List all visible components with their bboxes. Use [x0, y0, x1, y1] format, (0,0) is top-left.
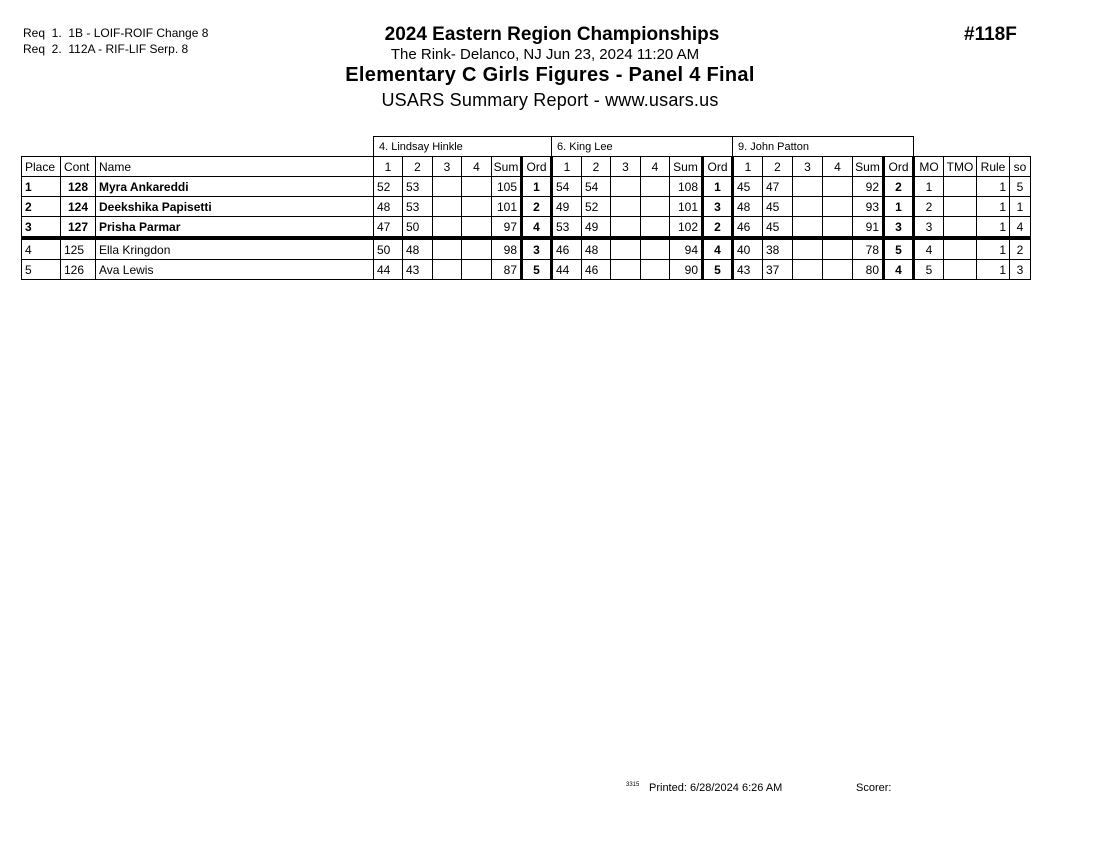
- judge3-score4-cell: [823, 177, 853, 197]
- judge3-score3-cell: [793, 260, 823, 280]
- judge1-score4-cell: [462, 260, 492, 280]
- judge1-sum-cell: 97: [492, 217, 522, 239]
- competition-title: 2024 Eastern Region Championships: [384, 24, 720, 45]
- judge3-score1-cell: 48: [733, 197, 763, 217]
- judge2-sum-cell: 102: [670, 217, 703, 239]
- judge1-score3-cell: [433, 177, 462, 197]
- judge2-score4-cell: [641, 238, 670, 260]
- col-judge1-ord-header: Ord: [522, 157, 552, 177]
- judge-1-name: 4. Lindsay Hinkle: [374, 137, 552, 157]
- judge2-score3-cell: [611, 217, 641, 239]
- col-judge2-score1-header: 1: [552, 157, 582, 177]
- so-cell: 3: [1010, 260, 1031, 280]
- judge3-sum-cell: 80: [853, 260, 884, 280]
- judge3-sum-cell: 78: [853, 238, 884, 260]
- judge3-ordinal-cell: 3: [884, 217, 914, 239]
- judge1-sum-cell: 98: [492, 238, 522, 260]
- judge3-score3-cell: [793, 197, 823, 217]
- judge2-score4-cell: [641, 197, 670, 217]
- tmo-cell: [944, 238, 977, 260]
- judge2-score3-cell: [611, 260, 641, 280]
- col-judge3-score4-header: 4: [823, 157, 853, 177]
- table-row: [22, 197, 1031, 217]
- judge3-score2-cell: 38: [763, 238, 793, 260]
- so-cell: 4: [1010, 217, 1031, 239]
- judge1-score4-cell: [462, 197, 492, 217]
- judge1-score3-cell: [433, 238, 462, 260]
- judge3-score1-cell: 45: [733, 177, 763, 197]
- judge-2-name: 6. King Lee: [552, 137, 733, 157]
- judge1-score4-cell: [462, 177, 492, 197]
- judge2-score1-cell: 53: [552, 217, 582, 239]
- col-judge1-score1-header: 1: [374, 157, 403, 177]
- judge3-score4-cell: [823, 217, 853, 239]
- place-cell: 4: [22, 238, 61, 260]
- judge3-score3-cell: [793, 217, 823, 239]
- judge3-score3-cell: [793, 238, 823, 260]
- event-number: #118F: [964, 24, 1017, 45]
- col-judge3-score1-header: 1: [733, 157, 763, 177]
- judge3-score1-cell: 43: [733, 260, 763, 280]
- majority-ordinal-cell: 4: [914, 238, 944, 260]
- judge1-score1-cell: 47: [374, 217, 403, 239]
- judge1-ordinal-cell: 2: [522, 197, 552, 217]
- report-title: USARS Summary Report - www.usars.us: [381, 90, 719, 110]
- skater-name-cell: Ella Kringdon: [96, 238, 374, 260]
- col-tmo-header: TMO: [944, 157, 977, 177]
- judge1-score1-cell: 44: [374, 260, 403, 280]
- col-judge3-score2-header: 2: [763, 157, 793, 177]
- col-judge3-ord-header: Ord: [884, 157, 914, 177]
- contestant-number-cell: 125: [61, 238, 96, 260]
- table-row: [22, 238, 1031, 260]
- rule-cell: 1: [977, 260, 1010, 280]
- judge2-sum-cell: 101: [670, 197, 703, 217]
- col-mo-header: MO: [914, 157, 944, 177]
- majority-ordinal-cell: 1: [914, 177, 944, 197]
- printed-timestamp: Printed: 6/28/2024 6:26 AM: [649, 782, 783, 794]
- majority-ordinal-cell: 2: [914, 197, 944, 217]
- column-header-row: [22, 157, 1031, 177]
- judge1-score4-cell: [462, 238, 492, 260]
- so-cell: 5: [1010, 177, 1031, 197]
- contestant-number-cell: 127: [61, 217, 96, 239]
- col-judge1-score2-header: 2: [403, 157, 433, 177]
- judge3-score2-cell: 37: [763, 260, 793, 280]
- judge3-sum-cell: 93: [853, 197, 884, 217]
- judge1-score2-cell: 53: [403, 177, 433, 197]
- judge2-score2-cell: 49: [582, 217, 611, 239]
- place-cell: 5: [22, 260, 61, 280]
- judge1-score3-cell: [433, 260, 462, 280]
- so-cell: 1: [1010, 197, 1031, 217]
- col-so-header: so: [1010, 157, 1031, 177]
- judge3-ordinal-cell: 1: [884, 197, 914, 217]
- judge3-score2-cell: 47: [763, 177, 793, 197]
- contestant-number-cell: 128: [61, 177, 96, 197]
- judges-row: [22, 137, 1031, 157]
- venue-datetime: The Rink- Delanco, NJ Jun 23, 2024 11:20 AM: [390, 46, 700, 63]
- judge1-score2-cell: 53: [403, 197, 433, 217]
- judge3-score2-cell: 45: [763, 197, 793, 217]
- skater-name-cell: Deekshika Papisetti: [96, 197, 374, 217]
- judge2-score2-cell: 52: [582, 197, 611, 217]
- judge3-score1-cell: 40: [733, 238, 763, 260]
- col-judge2-score3-header: 3: [611, 157, 641, 177]
- results-table: [21, 136, 1031, 280]
- col-judge1-score3-header: 3: [433, 157, 462, 177]
- place-cell: 2: [22, 197, 61, 217]
- scorer-label: Scorer:: [856, 782, 892, 794]
- judge1-score4-cell: [462, 217, 492, 239]
- judge1-score3-cell: [433, 217, 462, 239]
- judge1-score1-cell: 48: [374, 197, 403, 217]
- judge1-score1-cell: 50: [374, 238, 403, 260]
- judge3-sum-cell: 92: [853, 177, 884, 197]
- judge2-sum-cell: 90: [670, 260, 703, 280]
- judge1-ordinal-cell: 1: [522, 177, 552, 197]
- judge2-sum-cell: 108: [670, 177, 703, 197]
- event-title: Elementary C Girls Figures - Panel 4 Final: [345, 64, 755, 86]
- judge3-score2-cell: 45: [763, 217, 793, 239]
- judge2-score3-cell: [611, 238, 641, 260]
- judge3-score1-cell: 46: [733, 217, 763, 239]
- col-place-header: Place: [22, 157, 61, 177]
- col-judge2-ord-header: Ord: [703, 157, 733, 177]
- rule-cell: 1: [977, 238, 1010, 260]
- judge1-sum-cell: 105: [492, 177, 522, 197]
- judge1-ordinal-cell: 4: [522, 217, 552, 239]
- col-judge2-score2-header: 2: [582, 157, 611, 177]
- judge1-score2-cell: 48: [403, 238, 433, 260]
- judge2-score4-cell: [641, 260, 670, 280]
- judge2-score4-cell: [641, 177, 670, 197]
- rule-cell: 1: [977, 217, 1010, 239]
- judge1-ordinal-cell: 3: [522, 238, 552, 260]
- judge2-score3-cell: [611, 197, 641, 217]
- so-cell: 2: [1010, 238, 1031, 260]
- requirement-1: Req 1. 1B - LOIF-ROIF Change 8: [23, 26, 209, 40]
- judge2-score1-cell: 54: [552, 177, 582, 197]
- requirement-2: Req 2. 112A - RIF-LIF Serp. 8: [23, 42, 189, 56]
- majority-ordinal-cell: 5: [914, 260, 944, 280]
- document-code: 3315: [626, 782, 640, 788]
- majority-ordinal-cell: 3: [914, 217, 944, 239]
- judge2-ordinal-cell: 5: [703, 260, 733, 280]
- judge3-score3-cell: [793, 177, 823, 197]
- contestant-number-cell: 126: [61, 260, 96, 280]
- rule-cell: 1: [977, 177, 1010, 197]
- tmo-cell: [944, 177, 977, 197]
- judge1-ordinal-cell: 5: [522, 260, 552, 280]
- judge3-sum-cell: 91: [853, 217, 884, 239]
- judge2-ordinal-cell: 4: [703, 238, 733, 260]
- contestant-number-cell: 124: [61, 197, 96, 217]
- judge2-score3-cell: [611, 177, 641, 197]
- col-name-header: Name: [96, 157, 374, 177]
- judge-3-name: 9. John Patton: [733, 137, 914, 157]
- judge3-score4-cell: [823, 238, 853, 260]
- table-row: [22, 217, 1031, 239]
- judge2-score1-cell: 49: [552, 197, 582, 217]
- table-row: [22, 260, 1031, 280]
- judge2-score2-cell: 48: [582, 238, 611, 260]
- judge3-score4-cell: [823, 197, 853, 217]
- col-judge3-score3-header: 3: [793, 157, 823, 177]
- place-cell: 1: [22, 177, 61, 197]
- judge1-score2-cell: 43: [403, 260, 433, 280]
- judge2-score1-cell: 44: [552, 260, 582, 280]
- col-judge2-score4-header: 4: [641, 157, 670, 177]
- judge2-ordinal-cell: 1: [703, 177, 733, 197]
- skater-name-cell: Prisha Parmar: [96, 217, 374, 239]
- judge3-ordinal-cell: 4: [884, 260, 914, 280]
- judge2-sum-cell: 94: [670, 238, 703, 260]
- rule-cell: 1: [977, 197, 1010, 217]
- judge1-score3-cell: [433, 197, 462, 217]
- judge2-score4-cell: [641, 217, 670, 239]
- judge2-score2-cell: 54: [582, 177, 611, 197]
- col-judge3-sum-header: Sum: [853, 157, 884, 177]
- judge3-score4-cell: [823, 260, 853, 280]
- tmo-cell: [944, 217, 977, 239]
- place-cell: 3: [22, 217, 61, 239]
- col-judge2-sum-header: Sum: [670, 157, 703, 177]
- table-row: [22, 177, 1031, 197]
- judge3-ordinal-cell: 2: [884, 177, 914, 197]
- judge1-sum-cell: 101: [492, 197, 522, 217]
- col-rule-header: Rule: [977, 157, 1010, 177]
- skater-name-cell: Myra Ankareddi: [96, 177, 374, 197]
- skater-name-cell: Ava Lewis: [96, 260, 374, 280]
- judge1-score2-cell: 50: [403, 217, 433, 239]
- tmo-cell: [944, 260, 977, 280]
- judge2-ordinal-cell: 3: [703, 197, 733, 217]
- col-cont-header: Cont: [61, 157, 96, 177]
- judge2-score1-cell: 46: [552, 238, 582, 260]
- judge1-sum-cell: 87: [492, 260, 522, 280]
- col-judge1-score4-header: 4: [462, 157, 492, 177]
- judge3-ordinal-cell: 5: [884, 238, 914, 260]
- judge1-score1-cell: 52: [374, 177, 403, 197]
- col-judge1-sum-header: Sum: [492, 157, 522, 177]
- tmo-cell: [944, 197, 977, 217]
- judge2-score2-cell: 46: [582, 260, 611, 280]
- judge2-ordinal-cell: 2: [703, 217, 733, 239]
